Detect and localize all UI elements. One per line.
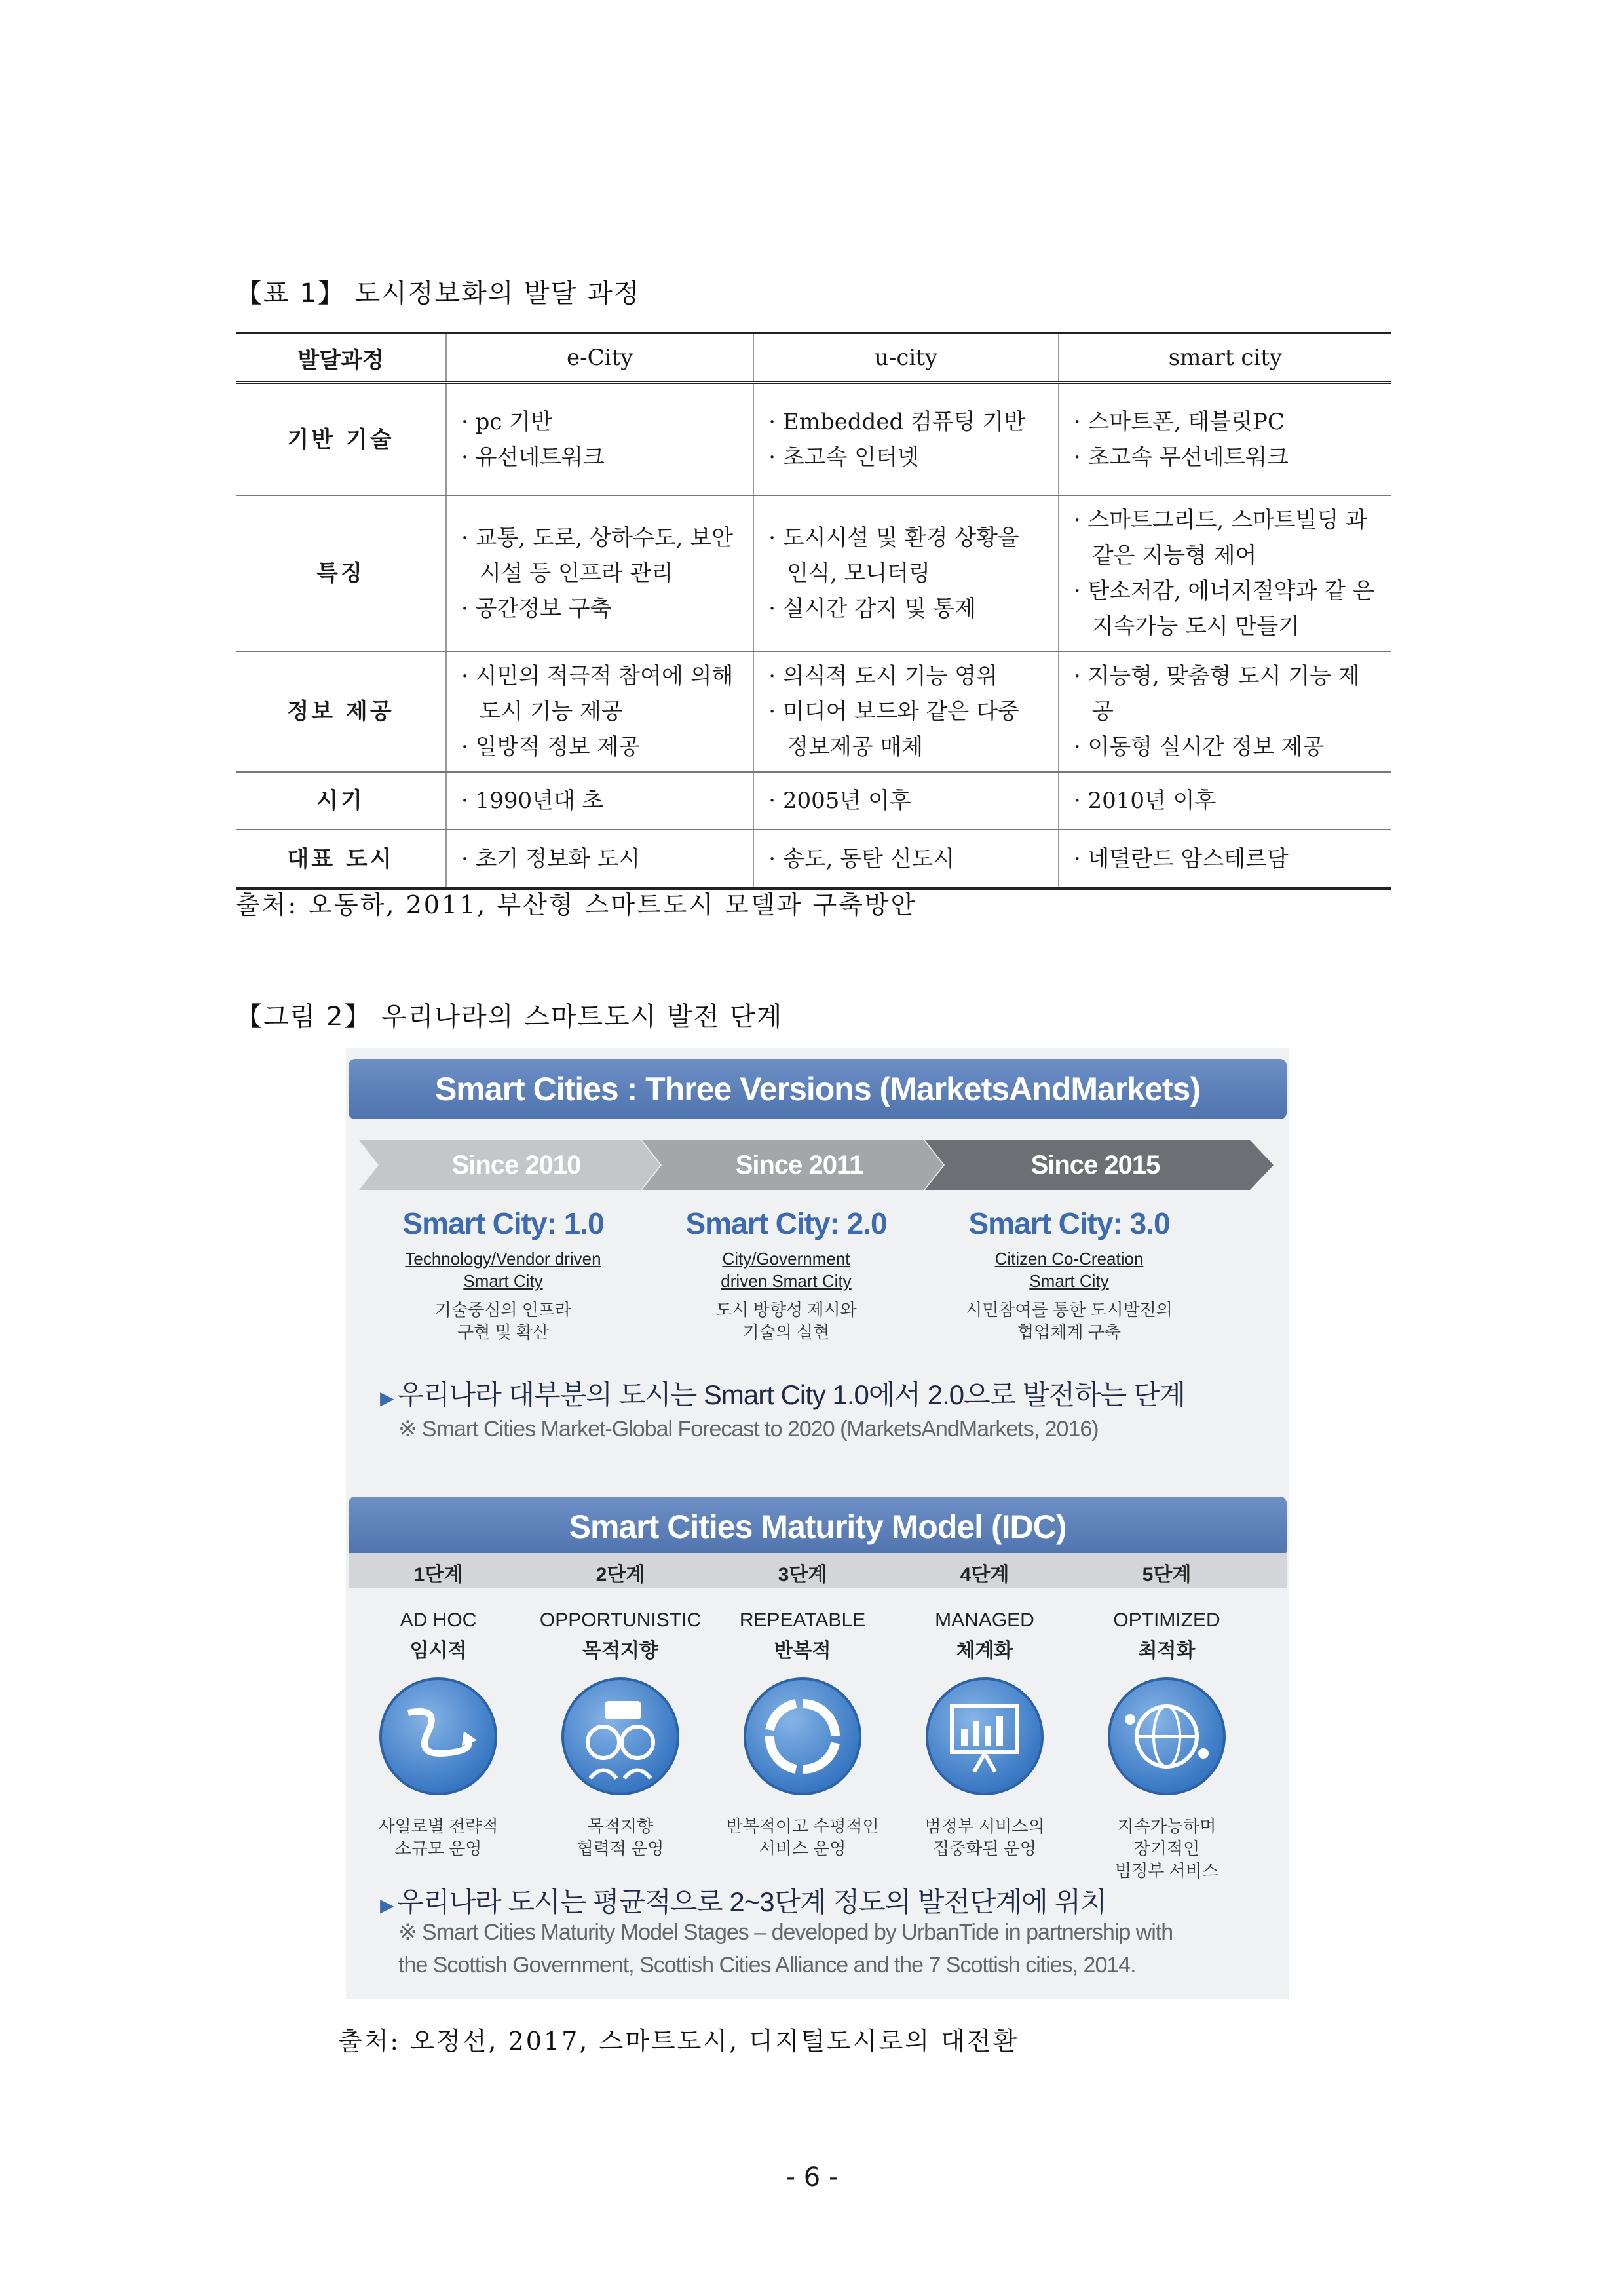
table-cell: · 교통, 도로, 상하수도, 보안시설 등 인프라 관리 · 공간정보 구축 bbox=[446, 495, 753, 651]
stage-en: AD HOC bbox=[400, 1609, 477, 1631]
stage-desc: 사일로별 전략적 소규모 운영 bbox=[378, 1816, 499, 1858]
stage-desc: 반복적이고 수평적인 서비스 운영 bbox=[726, 1816, 879, 1858]
version-2 bbox=[649, 1206, 924, 1343]
table-cell: · 스마트그리드, 스마트빌딩 과 같은 지능형 제어 · 탄소저감, 에너지절약과 같 은 지속가능 도시 만들기 bbox=[1059, 495, 1391, 651]
version-title: Smart City: 2.0 bbox=[685, 1206, 887, 1240]
stage-number: 4단계 bbox=[960, 1564, 1010, 1586]
table-row bbox=[236, 383, 1391, 495]
people-idea-icon bbox=[561, 1677, 679, 1795]
page-number: - 6 - bbox=[785, 2162, 839, 2192]
stage-number: 2단계 bbox=[595, 1564, 645, 1586]
version-desc: 시민참여를 통한 도시발전의 협업체계 구축 bbox=[966, 1300, 1173, 1342]
stage-desc: 지속가능하며 장기적인 범정부 서비스 bbox=[1115, 1816, 1218, 1881]
stage-ko: 임시적 bbox=[409, 1640, 467, 1662]
since-2015-label: Since 2015 bbox=[1030, 1150, 1160, 1179]
versions-point: ▶ 우리나라 대부분의 도시는 Smart City 1.0에서 2.0으로 발전하는 단계 bbox=[380, 1373, 1185, 1413]
table-cell: · 초기 정보화 도시 bbox=[446, 830, 753, 889]
header-smartcity: smart city bbox=[1059, 333, 1391, 383]
figure-source: 출처: 오정선, 2017, 스마트도시, 디지털도시로의 대전환 bbox=[338, 2027, 1019, 2056]
maturity-banner: Smart Cities Maturity Model (IDC) bbox=[349, 1497, 1287, 1557]
cycle-arrows-icon bbox=[744, 1677, 861, 1795]
row-label: 시기 bbox=[236, 772, 446, 830]
stage-en: MANAGED bbox=[935, 1609, 1034, 1631]
stage-ko: 반복적 bbox=[774, 1640, 831, 1662]
table-cell: · Embedded 컴퓨팅 기반 · 초고속 인터넷 bbox=[753, 383, 1059, 495]
version-3 bbox=[932, 1206, 1207, 1343]
stage-en: OPTIMIZED bbox=[1113, 1609, 1220, 1631]
table-row bbox=[236, 651, 1391, 772]
table-header-row bbox=[236, 333, 1391, 383]
version-1 bbox=[366, 1206, 641, 1343]
table-row bbox=[236, 830, 1391, 889]
table-cell: · 의식적 도시 기능 영위 · 미디어 보드와 같은 다중 정보제공 매체 bbox=[753, 651, 1059, 772]
table-source: 출처: 오동하, 2011, 부산형 스마트도시 모델과 구축방안 bbox=[236, 890, 917, 919]
version-desc: 도시 방향성 제시와 기술의 실현 bbox=[715, 1300, 857, 1342]
row-label: 특징 bbox=[236, 495, 446, 651]
maturity-note: ※ Smart Cities Maturity Model Stages – developed by UrbanTide in partnership with the Scottish Government, Scottish Cities Alliance and the 7 Scottish cities, 2014. bbox=[398, 1920, 1173, 1978]
stage-en: OPPORTUNISTIC bbox=[539, 1609, 702, 1631]
header-ucity: u-city bbox=[753, 333, 1059, 383]
table-cell: · 송도, 동탄 신도시 bbox=[753, 830, 1059, 889]
header-stage: 발달과정 bbox=[236, 333, 446, 383]
table-row bbox=[236, 495, 1391, 651]
table-cell: · 1990년대 초 bbox=[446, 772, 753, 830]
stage-number: 1단계 bbox=[413, 1564, 463, 1586]
table-cell: · 도시시설 및 환경 상황을 인식, 모니터링 · 실시간 감지 및 통제 bbox=[753, 495, 1059, 651]
stage-ko: 최적화 bbox=[1138, 1640, 1196, 1662]
since-2011-label: Since 2011 bbox=[735, 1150, 863, 1179]
stage-ko: 목적지향 bbox=[582, 1640, 658, 1662]
stage-number: 5단계 bbox=[1142, 1564, 1192, 1586]
versions-note: ※ Smart Cities Market-Global Forecast to 2020 (MarketsAndMarkets, 2016) bbox=[398, 1417, 1099, 1442]
globe-network-icon bbox=[1108, 1677, 1226, 1795]
version-sub: City/Government driven Smart City bbox=[721, 1249, 852, 1291]
table-cell: · pc 기반 · 유선네트워크 bbox=[446, 383, 753, 495]
row-label: 기반 기술 bbox=[236, 383, 446, 495]
version-title: Smart City: 1.0 bbox=[402, 1206, 604, 1240]
version-title: Smart City: 3.0 bbox=[968, 1206, 1170, 1240]
stage-number: 3단계 bbox=[778, 1564, 827, 1586]
table-cell: · 네덜란드 암스테르담 bbox=[1059, 830, 1391, 889]
stage-en: REPEATABLE bbox=[739, 1609, 866, 1631]
development-table bbox=[236, 332, 1391, 890]
table-cell: · 스마트폰, 태블릿PC · 초고속 무선네트워크 bbox=[1059, 383, 1391, 495]
since-arrow-row bbox=[359, 1140, 1276, 1190]
winding-road-icon bbox=[379, 1677, 497, 1795]
smart-city-figure bbox=[346, 1048, 1289, 1999]
since-2010-label: Since 2010 bbox=[451, 1150, 581, 1179]
table-row bbox=[236, 772, 1391, 830]
table-caption: 【표 1】 도시정보화의 발달 과정 bbox=[236, 278, 641, 309]
table-cell: · 지능형, 맞춤형 도시 기능 제공 · 이동형 실시간 정보 제공 bbox=[1059, 651, 1391, 772]
row-label: 대표 도시 bbox=[236, 830, 446, 889]
stage-desc: 목적지향 협력적 운영 bbox=[576, 1816, 664, 1858]
dashboard-icon bbox=[926, 1677, 1044, 1795]
version-sub: Citizen Co-Creation Smart City bbox=[994, 1249, 1144, 1291]
version-sub: Technology/Vendor driven Smart City bbox=[405, 1249, 601, 1291]
figure-caption: 【그림 2】 우리나라의 스마트도시 발전 단계 bbox=[236, 1002, 784, 1032]
maturity-point: ▶ 우리나라 도시는 평균적으로 2~3단계 정도의 발전단계에 위치 bbox=[380, 1881, 1106, 1920]
row-label: 정보 제공 bbox=[236, 651, 446, 772]
table-cell: · 2010년 이후 bbox=[1059, 772, 1391, 830]
versions-banner: Smart Cities : Three Versions (MarketsAndMarkets) bbox=[349, 1059, 1287, 1119]
version-desc: 기술중심의 인프라 구현 및 확산 bbox=[434, 1300, 572, 1342]
stage-ko: 체계화 bbox=[956, 1640, 1013, 1662]
stage-desc: 범정부 서비스의 집중화된 운영 bbox=[924, 1816, 1045, 1858]
table-cell: · 2005년 이후 bbox=[753, 772, 1059, 830]
table-cell: · 시민의 적극적 참여에 의해 도시 기능 제공 · 일방적 정보 제공 bbox=[446, 651, 753, 772]
header-ecity: e-City bbox=[446, 333, 753, 383]
